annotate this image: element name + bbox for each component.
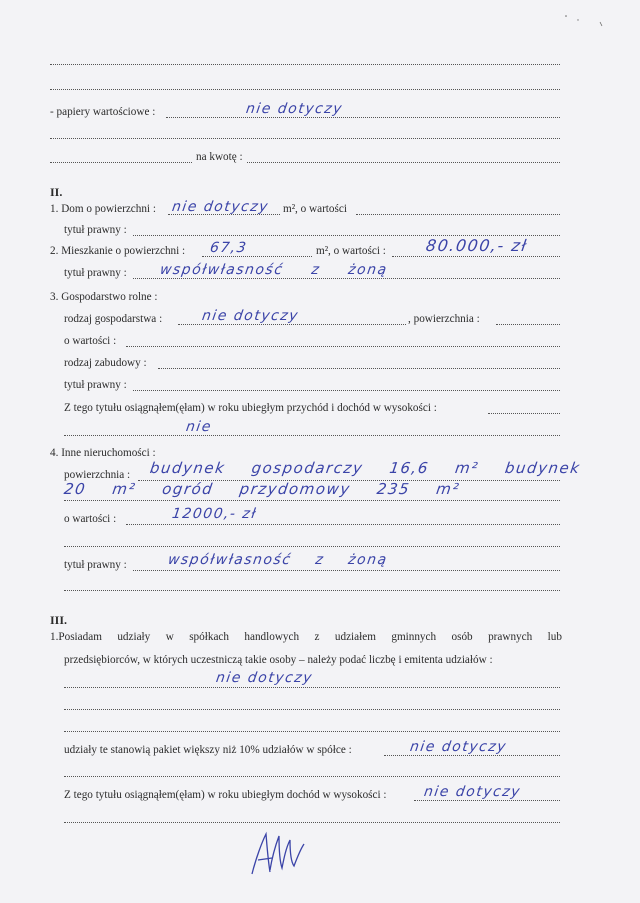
dotted-line	[133, 390, 560, 391]
dotted-line	[496, 324, 560, 325]
dotted-line	[384, 755, 560, 756]
p3-word: gminnych	[391, 631, 437, 643]
p3-line2: przedsiębiorców, w których uczestniczą takie osoby – należy podać liczbę i emitenta udziałów :	[64, 654, 493, 666]
dotted-line	[126, 524, 560, 525]
inne-label: 4. Inne nieruchomości :	[50, 447, 156, 459]
p3-word: udziałem	[334, 631, 376, 643]
dotted-line	[202, 256, 312, 257]
dotted-line	[133, 570, 560, 571]
dotted-line	[166, 117, 560, 118]
inne-line1: budynek gospodarczy 16,6 m² budynek	[148, 459, 582, 477]
signature	[246, 828, 316, 880]
rodzaj-gosp-value: nie dotyczy	[200, 308, 301, 324]
gospodarstwo-label: 3. Gospodarstwo rolne :	[50, 291, 158, 303]
p3-word: lub	[547, 631, 562, 643]
rodzaj-zabudowy-label: rodzaj zabudowy :	[64, 357, 147, 369]
dotted-line	[64, 709, 560, 710]
mieszkanie-value: 80.000,- zł	[424, 236, 529, 255]
udzialy-label: udziały te stanowią pakiet większy niż 10% udziałów w spółce :	[64, 744, 352, 756]
dotted-line	[64, 435, 560, 436]
mieszkanie-unit: m², o wartości :	[316, 245, 386, 257]
dotted-line	[64, 687, 560, 688]
inne-wartosc-value: 12000,- zł	[170, 506, 258, 522]
p3-word: udziały	[117, 631, 151, 643]
mieszkanie-label: 2. Mieszkanie o powierzchni :	[50, 245, 186, 257]
dotted-line	[158, 368, 560, 369]
dotted-line	[50, 162, 192, 163]
inne-tytul-label: tytuł prawny :	[64, 559, 127, 571]
dotted-line	[488, 413, 560, 414]
dotted-line	[64, 590, 560, 591]
inne-line2: 20 m² ogród przydomowy 235 m²	[62, 480, 462, 498]
papiery-label: - papiery wartościowe :	[50, 106, 156, 118]
dotted-line	[356, 214, 560, 215]
dotted-line	[392, 256, 560, 257]
dotted-line	[50, 89, 560, 90]
dotted-line	[64, 500, 560, 501]
p3-line1	[50, 632, 562, 643]
dotted-line	[414, 800, 560, 801]
inne-powierzchnia-label: powierzchnia :	[64, 469, 131, 481]
dotted-line	[178, 324, 406, 325]
gosp-wartosc-label: o wartości :	[64, 335, 117, 347]
rodzaj-gosp-label: rodzaj gospodarstwa :	[64, 313, 163, 325]
z-tego-value-1: nie	[184, 419, 214, 435]
dotted-line	[126, 346, 560, 347]
p3-value: nie dotyczy	[214, 670, 315, 686]
z-tego-tytulu-1: Z tego tytułu osiągnąłem(ęłam) w roku ubiegłym przychód i dochód w wysokości :	[64, 402, 437, 414]
inne-tytul-value: współwłasność z żoną	[166, 552, 389, 568]
p3-word: 1.Posiadam	[50, 631, 102, 643]
z-tego-value-2: nie dotyczy	[422, 784, 523, 800]
dom-tytul-label: tytuł prawny :	[64, 224, 127, 236]
dotted-line	[50, 138, 560, 139]
na-kwote-label: na kwotę :	[196, 151, 243, 163]
p3-word: osób	[451, 631, 473, 643]
dotted-line	[64, 776, 560, 777]
papiery-value: nie dotyczy	[244, 101, 345, 117]
dotted-line	[133, 278, 560, 279]
dom-unit: m², o wartości	[283, 203, 347, 215]
udzialy-value: nie dotyczy	[408, 739, 509, 755]
section-iii-header: III.	[50, 613, 68, 627]
dom-label: 1. Dom o powierzchni :	[50, 203, 156, 215]
dotted-line	[64, 546, 560, 547]
p3-word: z	[314, 631, 320, 643]
section-ii-header: II.	[50, 185, 63, 199]
gosp-tytul-label: tytuł prawny :	[64, 379, 127, 391]
dotted-line	[247, 162, 560, 163]
inne-wartosc-label: o wartości :	[64, 513, 117, 525]
scan-marks	[560, 8, 620, 28]
mieszkanie-tytul-value: współwłasność z żoną	[158, 262, 389, 278]
powierzchnia-short-label: , powierzchnia :	[408, 313, 480, 325]
dom-value: nie dotyczy	[170, 199, 271, 215]
dotted-line	[64, 822, 560, 823]
dotted-line	[64, 731, 560, 732]
z-tego-tytulu-2: Z tego tytułu osiągnąłem(ęłam) w roku ubiegłym dochód w wysokości :	[64, 789, 387, 801]
p3-word: w	[165, 631, 174, 643]
mieszkanie-tytul-label: tytuł prawny :	[64, 267, 127, 279]
dotted-line	[50, 64, 560, 65]
p3-word: handlowych	[244, 631, 300, 643]
mieszkanie-area: 67,3	[208, 240, 249, 256]
p3-word: spółkach	[189, 631, 229, 643]
p3-word: prawnych	[488, 631, 533, 643]
